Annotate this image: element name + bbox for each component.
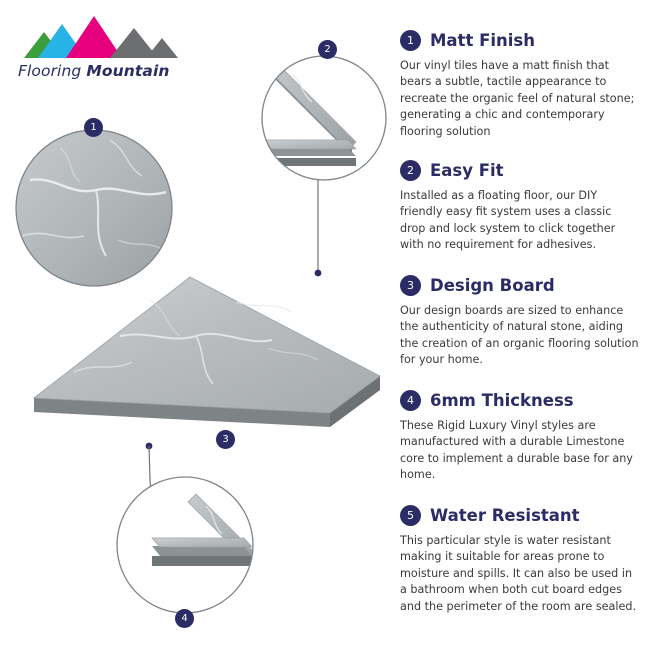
feature-header: [400, 505, 640, 526]
feature-header: [400, 30, 640, 51]
feature-number-badge: 3: [400, 275, 421, 296]
feature-title: Easy Fit: [430, 161, 504, 180]
design-board: [34, 277, 380, 427]
feature-title: Water Resistant: [430, 506, 580, 525]
feature-title: 6mm Thickness: [430, 391, 574, 410]
feature-design-board: [400, 275, 640, 369]
brand-name-bold: Mountain: [86, 62, 170, 80]
feature-matt-finish: [400, 30, 640, 140]
marker-3: 3: [216, 430, 235, 449]
feature-body: Installed as a floating floor, our DIY friendly easy fit system uses a classic drop and lock system to click together with no requirement for adhesives.: [400, 189, 616, 252]
feature-number-badge: 2: [400, 160, 421, 181]
feature-thickness: [400, 390, 640, 484]
detail-circle-thickness: [115, 475, 256, 615]
brand-name-light: Flooring: [18, 62, 82, 80]
feature-body: Our vinyl tiles have a matt finish that bears a subtle, tactile appearance to recreate the organic feel of natural stone; generating a chic and contemporary flooring solution: [400, 59, 635, 138]
feature-title: Design Board: [430, 276, 555, 295]
mountain-logo-icon: [18, 14, 198, 64]
feature-number-badge: 1: [400, 30, 421, 51]
feature-title: Matt Finish: [430, 31, 535, 50]
feature-easy-fit: [400, 160, 640, 254]
feature-body: This particular style is water resistant making it suitable for areas prone to moisture and spills. It can also be used in a bathroom when both cut board edges and the perimeter of the room are sealed.: [400, 534, 637, 613]
detail-circle-surface: [16, 130, 172, 286]
brand-wordmark: [18, 62, 170, 80]
feature-header: [400, 390, 640, 411]
brand-logo: [18, 14, 198, 80]
marker-2: 2: [318, 40, 337, 59]
feature-body: These Rigid Luxury Vinyl styles are manufactured with a durable Limestone core to implement a durable base for any home.: [400, 419, 633, 482]
feature-header: [400, 160, 640, 181]
feature-header: [400, 275, 640, 296]
detail-circle-easy-fit: [262, 56, 386, 180]
marker-1: 1: [84, 118, 103, 137]
feature-number-badge: 4: [400, 390, 421, 411]
feature-number-badge: 5: [400, 505, 421, 526]
feature-body: Our design boards are sized to enhance the authenticity of natural stone, aiding the creation of an organic flooring solution for your home.: [400, 304, 639, 367]
marker-4: 4: [175, 609, 194, 628]
feature-water-resistant: [400, 505, 640, 615]
